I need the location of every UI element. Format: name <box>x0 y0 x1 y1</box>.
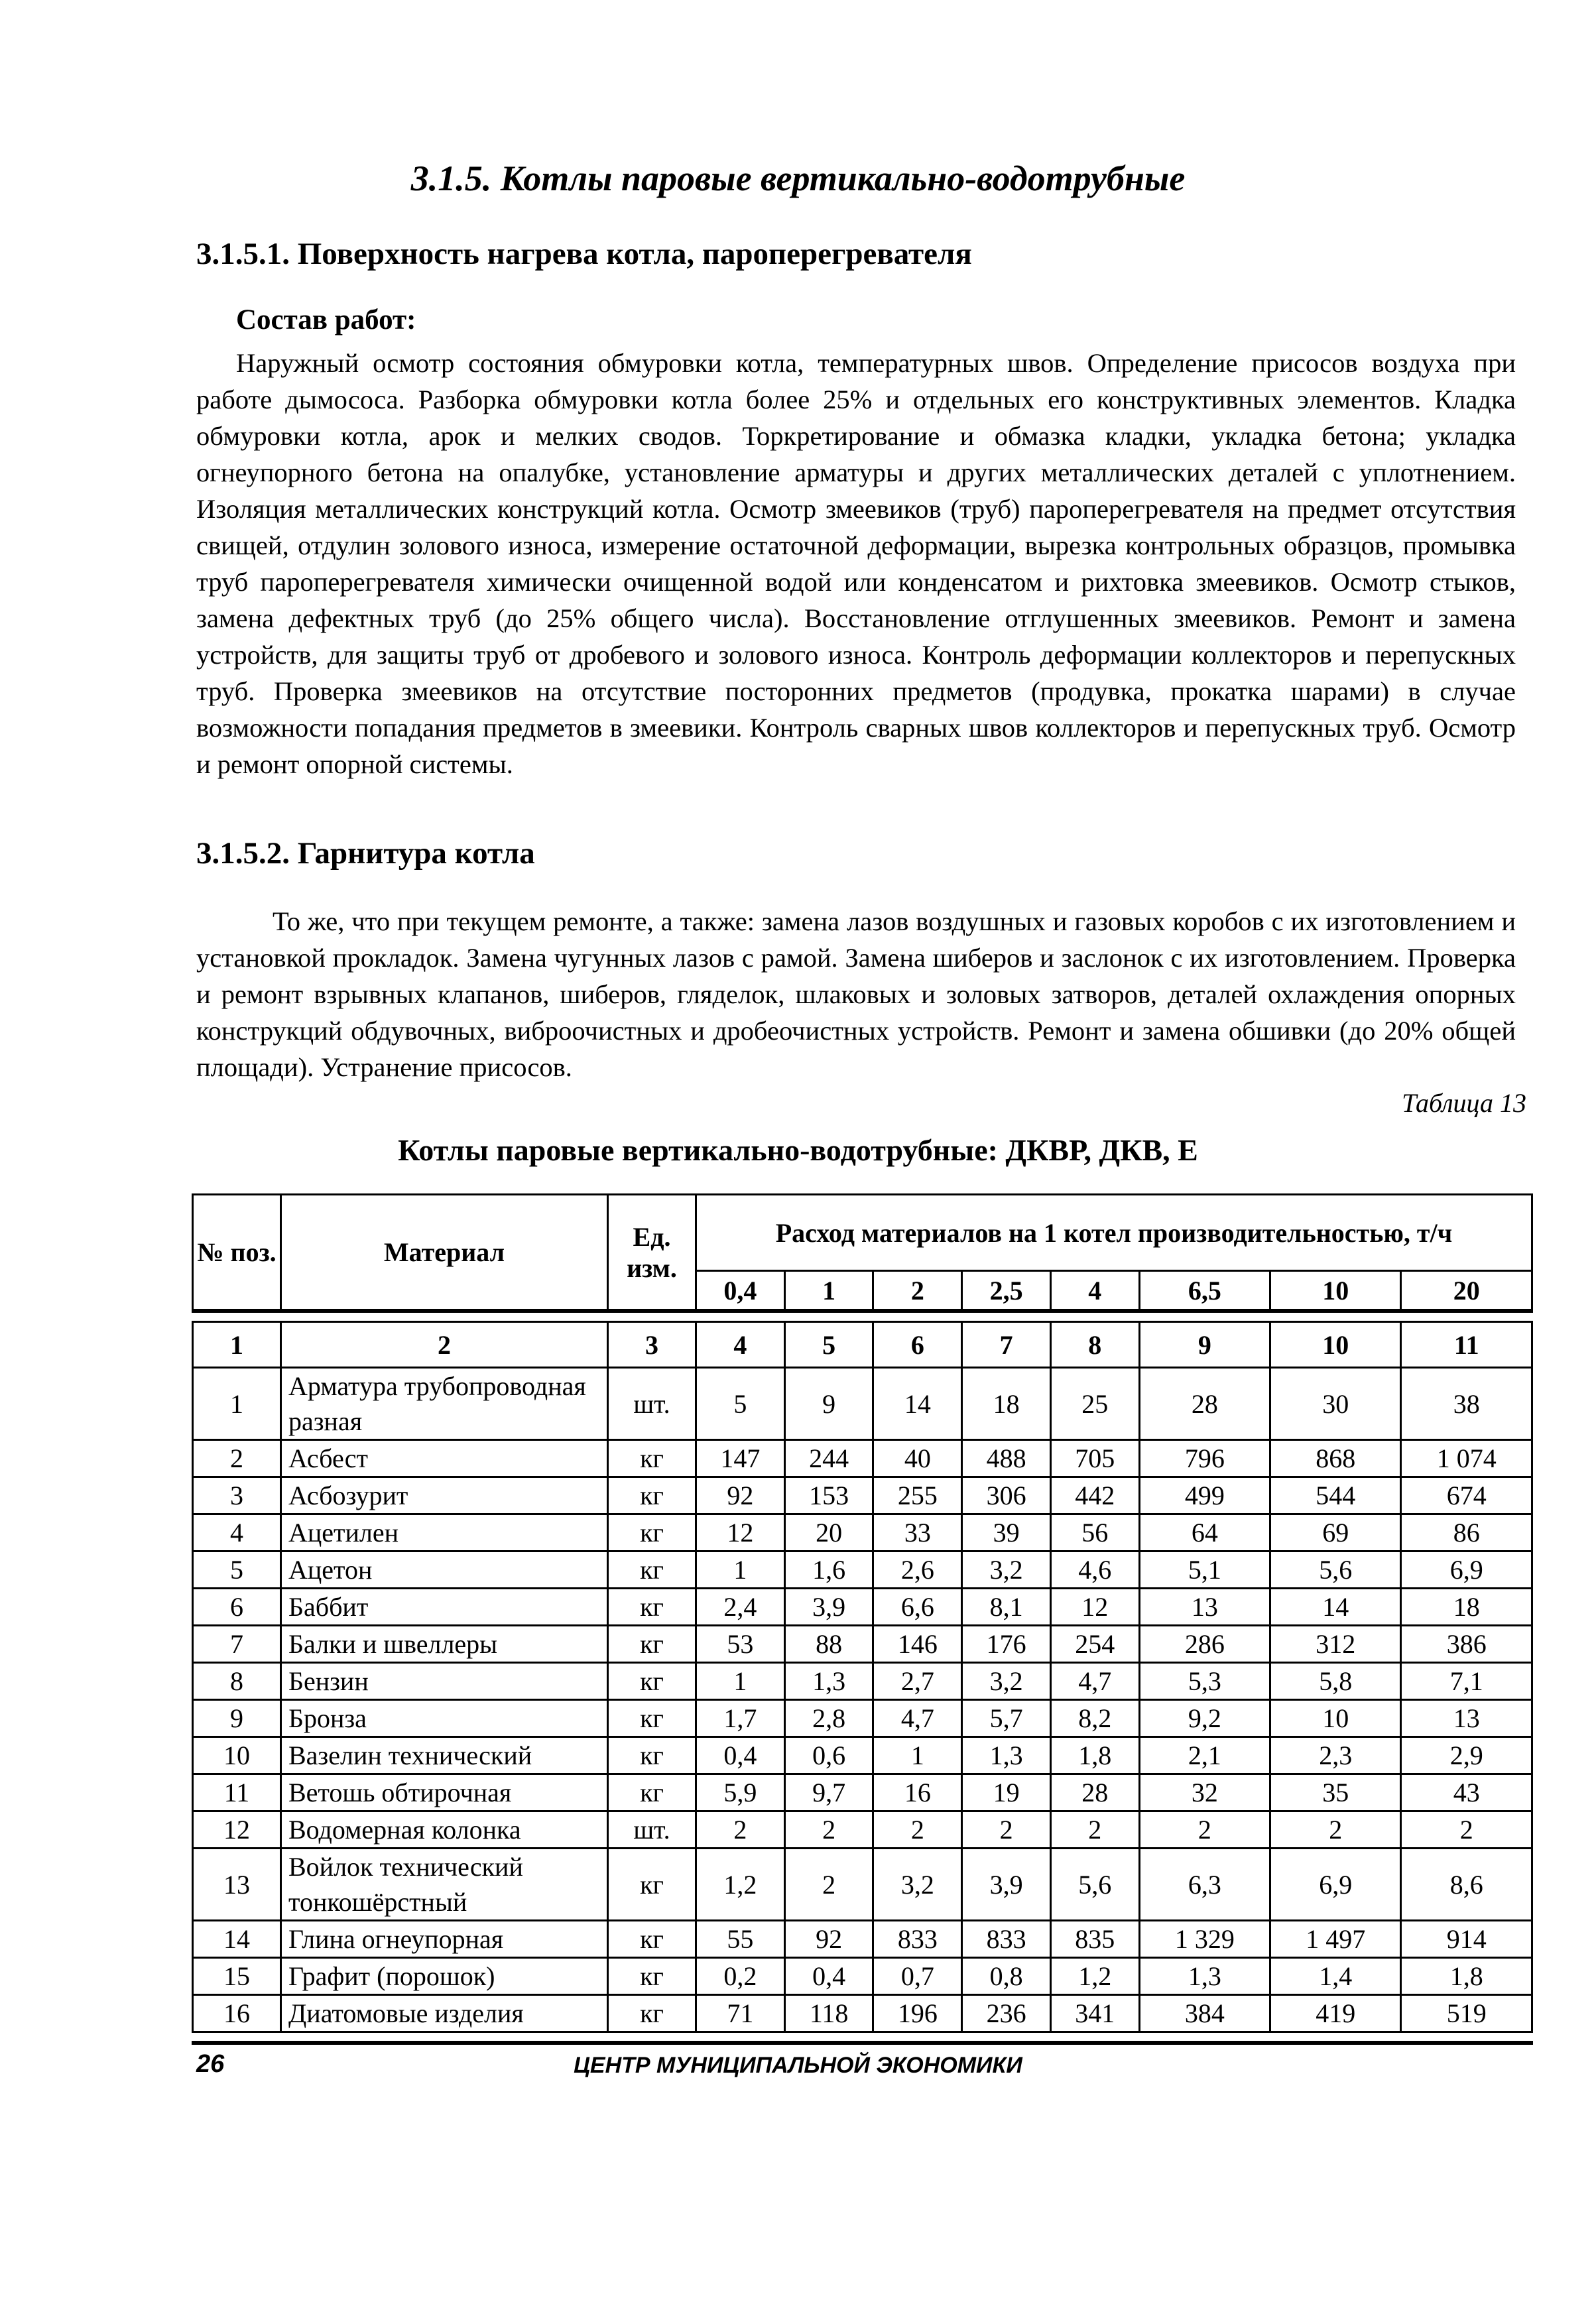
column-number: 10 <box>1270 1322 1401 1368</box>
cell-pos: 14 <box>193 1921 281 1958</box>
cell-value: 2,3 <box>1270 1737 1401 1774</box>
cell-value: 10 <box>1270 1700 1401 1737</box>
cell-value: 118 <box>784 1995 873 2032</box>
cell-value: 6,9 <box>1401 1551 1532 1589</box>
cell-value: 8,6 <box>1401 1849 1532 1921</box>
cell-value: 1 329 <box>1139 1921 1270 1958</box>
table-row <box>193 1626 1532 1663</box>
cell-material: Водомерная колонка <box>281 1811 608 1849</box>
cell-pos: 1 <box>193 1368 281 1440</box>
cell-value: 153 <box>784 1477 873 1514</box>
cell-unit: кг <box>608 1440 696 1477</box>
cell-value: 38 <box>1401 1368 1532 1440</box>
header-unit: Ед. изм. <box>608 1195 696 1311</box>
cell-value: 35 <box>1270 1774 1401 1811</box>
cell-value: 2 <box>1270 1811 1401 1849</box>
cell-value: 2,1 <box>1139 1737 1270 1774</box>
cell-value: 1 497 <box>1270 1921 1401 1958</box>
cell-value: 2 <box>696 1811 785 1849</box>
column-number: 8 <box>1050 1322 1139 1368</box>
cell-unit: кг <box>608 1774 696 1811</box>
cell-value: 6,9 <box>1270 1849 1401 1921</box>
cell-value: 244 <box>784 1440 873 1477</box>
cell-value: 341 <box>1050 1995 1139 2032</box>
cell-value: 9,7 <box>784 1774 873 1811</box>
cell-unit: кг <box>608 1849 696 1921</box>
cell-value: 254 <box>1050 1626 1139 1663</box>
cell-material: Ацетон <box>281 1551 608 1589</box>
cell-value: 1,3 <box>784 1663 873 1700</box>
cell-unit: кг <box>608 1626 696 1663</box>
cell-value: 1,2 <box>1050 1958 1139 1995</box>
materials-table <box>192 1193 1533 2033</box>
cell-value: 2 <box>1401 1811 1532 1849</box>
table-row <box>193 1737 1532 1774</box>
cell-value: 88 <box>784 1626 873 1663</box>
cell-value: 7,1 <box>1401 1663 1532 1700</box>
cell-value: 0,6 <box>784 1737 873 1774</box>
cell-value: 674 <box>1401 1477 1532 1514</box>
cell-value: 835 <box>1050 1921 1139 1958</box>
header-pos: № поз. <box>193 1195 281 1311</box>
cell-value: 25 <box>1050 1368 1139 1440</box>
cell-value: 868 <box>1270 1440 1401 1477</box>
cell-value: 3,9 <box>962 1849 1051 1921</box>
cell-pos: 5 <box>193 1551 281 1589</box>
page-number: 26 <box>196 2050 225 2078</box>
cell-value: 0,8 <box>962 1958 1051 1995</box>
column-number: 5 <box>784 1322 873 1368</box>
cell-value: 2 <box>784 1811 873 1849</box>
cell-value: 92 <box>696 1477 785 1514</box>
cell-unit: кг <box>608 1514 696 1551</box>
table-row <box>193 1440 1532 1477</box>
header-capacity: 6,5 <box>1139 1271 1270 1311</box>
cell-value: 18 <box>1401 1589 1532 1626</box>
cell-value: 39 <box>962 1514 1051 1551</box>
cell-value: 544 <box>1270 1477 1401 1514</box>
cell-value: 55 <box>696 1921 785 1958</box>
cell-value: 146 <box>873 1626 962 1663</box>
cell-value: 1,3 <box>1139 1958 1270 1995</box>
cell-value: 488 <box>962 1440 1051 1477</box>
table-row <box>193 1477 1532 1514</box>
header-capacity: 2 <box>873 1271 962 1311</box>
works-label: Состав работ: <box>236 304 416 335</box>
cell-unit: кг <box>608 1700 696 1737</box>
cell-value: 0,2 <box>696 1958 785 1995</box>
header-capacity: 10 <box>1270 1271 1401 1311</box>
table-row <box>193 1514 1532 1551</box>
cell-value: 386 <box>1401 1626 1532 1663</box>
cell-value: 2 <box>962 1811 1051 1849</box>
table-row <box>193 1551 1532 1589</box>
column-number: 7 <box>962 1322 1051 1368</box>
cell-value: 147 <box>696 1440 785 1477</box>
publisher-name: ЦЕНТР МУНИЦИПАЛЬНОЙ ЭКОНОМИКИ <box>574 2053 1022 2078</box>
cell-material: Вазелин технический <box>281 1737 608 1774</box>
cell-material: Баббит <box>281 1589 608 1626</box>
cell-value: 1,8 <box>1401 1958 1532 1995</box>
cell-value: 5,8 <box>1270 1663 1401 1700</box>
header-capacity: 1 <box>784 1271 873 1311</box>
cell-material: Графит (порошок) <box>281 1958 608 1995</box>
cell-value: 2,8 <box>784 1700 873 1737</box>
cell-value: 2,7 <box>873 1663 962 1700</box>
cell-pos: 15 <box>193 1958 281 1995</box>
cell-value: 6,3 <box>1139 1849 1270 1921</box>
cell-pos: 8 <box>193 1663 281 1700</box>
cell-value: 3,9 <box>784 1589 873 1626</box>
cell-unit: кг <box>608 1995 696 2032</box>
cell-pos: 9 <box>193 1700 281 1737</box>
cell-value: 419 <box>1270 1995 1401 2032</box>
cell-value: 12 <box>1050 1589 1139 1626</box>
table-caption: Котлы паровые вертикально-водотрубные: ДКВР, ДКВ, Е <box>398 1133 1198 1167</box>
cell-value: 3,2 <box>873 1849 962 1921</box>
cell-unit: кг <box>608 1663 696 1700</box>
cell-value: 30 <box>1270 1368 1401 1440</box>
cell-value: 236 <box>962 1995 1051 2032</box>
cell-value: 2,6 <box>873 1551 962 1589</box>
cell-value: 43 <box>1401 1774 1532 1811</box>
cell-value: 28 <box>1050 1774 1139 1811</box>
cell-material: Диатомовые изделия <box>281 1995 608 2032</box>
header-capacity: 20 <box>1401 1271 1532 1311</box>
cell-pos: 7 <box>193 1626 281 1663</box>
header-consumption: Расход материалов на 1 котел производительностью, т/ч <box>696 1195 1532 1271</box>
cell-pos: 11 <box>193 1774 281 1811</box>
subsection-title-fittings: 3.1.5.2. Гарнитура котла <box>196 836 535 871</box>
cell-unit: кг <box>608 1958 696 1995</box>
column-number: 6 <box>873 1322 962 1368</box>
cell-value: 14 <box>1270 1589 1401 1626</box>
table-row <box>193 1774 1532 1811</box>
header-capacity: 4 <box>1050 1271 1139 1311</box>
cell-value: 796 <box>1139 1440 1270 1477</box>
table-row <box>193 1921 1532 1958</box>
cell-value: 69 <box>1270 1514 1401 1551</box>
cell-value: 64 <box>1139 1514 1270 1551</box>
cell-material: Войлок технический тонкошёрстный <box>281 1849 608 1921</box>
cell-value: 8,1 <box>962 1589 1051 1626</box>
cell-value: 0,4 <box>784 1958 873 1995</box>
cell-value: 2 <box>1050 1811 1139 1849</box>
table-row <box>193 1368 1532 1440</box>
cell-value: 18 <box>962 1368 1051 1440</box>
cell-pos: 13 <box>193 1849 281 1921</box>
cell-value: 1,4 <box>1270 1958 1401 1995</box>
cell-value: 384 <box>1139 1995 1270 2032</box>
cell-value: 255 <box>873 1477 962 1514</box>
cell-value: 16 <box>873 1774 962 1811</box>
cell-value: 92 <box>784 1921 873 1958</box>
table-row <box>193 1811 1532 1849</box>
cell-value: 1,2 <box>696 1849 785 1921</box>
cell-unit: кг <box>608 1737 696 1774</box>
cell-unit: шт. <box>608 1368 696 1440</box>
cell-value: 8,2 <box>1050 1700 1139 1737</box>
subsection-title-surface: 3.1.5.1. Поверхность нагрева котла, пароперегревателя <box>196 237 972 271</box>
cell-value: 312 <box>1270 1626 1401 1663</box>
cell-material: Асбест <box>281 1440 608 1477</box>
cell-value: 14 <box>873 1368 962 1440</box>
cell-value: 5,6 <box>1050 1849 1139 1921</box>
cell-value: 9 <box>784 1368 873 1440</box>
cell-value: 1,7 <box>696 1700 785 1737</box>
cell-value: 56 <box>1050 1514 1139 1551</box>
header-material: Материал <box>281 1195 608 1311</box>
cell-pos: 12 <box>193 1811 281 1849</box>
column-number: 11 <box>1401 1322 1532 1368</box>
cell-value: 914 <box>1401 1921 1532 1958</box>
cell-value: 2,9 <box>1401 1737 1532 1774</box>
cell-value: 519 <box>1401 1995 1532 2032</box>
cell-value: 2 <box>873 1811 962 1849</box>
cell-unit: шт. <box>608 1811 696 1849</box>
cell-value: 833 <box>962 1921 1051 1958</box>
cell-value: 13 <box>1139 1589 1270 1626</box>
footer-divider <box>192 2041 1533 2045</box>
cell-value: 1,3 <box>962 1737 1051 1774</box>
cell-value: 5 <box>696 1368 785 1440</box>
cell-value: 33 <box>873 1514 962 1551</box>
cell-material: Ветошь обтирочная <box>281 1774 608 1811</box>
cell-value: 442 <box>1050 1477 1139 1514</box>
table-row <box>193 1589 1532 1626</box>
header-capacity: 2,5 <box>962 1271 1051 1311</box>
cell-value: 306 <box>962 1477 1051 1514</box>
cell-pos: 6 <box>193 1589 281 1626</box>
cell-value: 5,7 <box>962 1700 1051 1737</box>
cell-value: 5,9 <box>696 1774 785 1811</box>
cell-pos: 3 <box>193 1477 281 1514</box>
column-number: 2 <box>281 1322 608 1368</box>
column-number: 9 <box>1139 1322 1270 1368</box>
cell-value: 5,6 <box>1270 1551 1401 1589</box>
section-title: 3.1.5. Котлы паровые вертикально-водотрубные <box>410 158 1186 198</box>
cell-value: 0,7 <box>873 1958 962 1995</box>
cell-value: 2 <box>784 1849 873 1921</box>
cell-value: 1,6 <box>784 1551 873 1589</box>
cell-material: Ацетилен <box>281 1514 608 1551</box>
cell-value: 32 <box>1139 1774 1270 1811</box>
cell-material: Арматура трубопроводная разная <box>281 1368 608 1440</box>
cell-value: 1 <box>696 1551 785 1589</box>
cell-value: 5,3 <box>1139 1663 1270 1700</box>
cell-value: 0,4 <box>696 1737 785 1774</box>
cell-material: Бензин <box>281 1663 608 1700</box>
cell-pos: 2 <box>193 1440 281 1477</box>
cell-material: Асбозурит <box>281 1477 608 1514</box>
cell-value: 19 <box>962 1774 1051 1811</box>
table-row <box>193 1663 1532 1700</box>
cell-pos: 16 <box>193 1995 281 2032</box>
cell-value: 705 <box>1050 1440 1139 1477</box>
column-number: 1 <box>193 1322 281 1368</box>
cell-value: 1 074 <box>1401 1440 1532 1477</box>
column-number: 3 <box>608 1322 696 1368</box>
cell-unit: кг <box>608 1551 696 1589</box>
cell-value: 4,7 <box>1050 1663 1139 1700</box>
cell-value: 176 <box>962 1626 1051 1663</box>
cell-unit: кг <box>608 1477 696 1514</box>
table-number: Таблица 13 <box>1402 1088 1526 1118</box>
cell-pos: 4 <box>193 1514 281 1551</box>
table-row <box>193 1958 1532 1995</box>
fittings-paragraph: То же, что при текущем ремонте, а также: замена лазов воздушных и газовых коробов с их изготовлением и установкой прокладок. Замена чугунных лазов с рамой. Замена шиберов и заслонок с их изготовлением. Проверка и ремонт взрывных клапанов, шиберов, гляделок, шлаковых и золовых затворов, деталей охлаждения опорных конструкций обдувочных, виброочистных и дробеочистных устройств. Ремонт и замена обшивки (до 20% общей площади). Устранение присосов. <box>196 906 1516 1082</box>
cell-value: 1 <box>873 1737 962 1774</box>
works-paragraph: Наружный осмотр состояния обмуровки котла, температурных швов. Определение присосов воздуха при работе дымососа. Разборка обмуровки котла более 25% и отдельных его конструктивных элементов. Кладка обмуровки котла, арок и мелких сводов. Торкретирование и обмазка кладки, укладка бетона; укладка огнеупорного бетона на опалубке, установление арматуры и других металлических деталей с уплотнением. Изоляция металлических конструкций котла. Осмотр змеевиков (труб) пароперегревателя на предмет отсутствия свищей, отдулин золового износа, измерение остаточной деформации, вырезка контрольных образцов, промывка труб пароперегревателя химически очищенной водой или конденсатом и рихтовка змеевиков. Осмотр стыков, замена дефектных труб (до 25% общего числа). Восстановление отглушенных змеевиков. Ремонт и замена устройств, для защиты труб от дробевого и золового износа. Контроль деформации коллекторов и перепускных труб. Проверка змеевиков на отсутствие посторонних предметов (продувка, прокатка шарами) в случае возможности попадания предметов в змеевики. Контроль сварных швов коллекторов и перепускных труб. Осмотр и ремонт опорной системы. <box>196 348 1516 779</box>
cell-value: 4,6 <box>1050 1551 1139 1589</box>
table-row <box>193 1995 1532 2032</box>
cell-value: 1,8 <box>1050 1737 1139 1774</box>
cell-value: 71 <box>696 1995 785 2032</box>
cell-value: 286 <box>1139 1626 1270 1663</box>
cell-unit: кг <box>608 1921 696 1958</box>
cell-value: 1 <box>696 1663 785 1700</box>
cell-value: 5,1 <box>1139 1551 1270 1589</box>
cell-value: 13 <box>1401 1700 1532 1737</box>
column-number: 4 <box>696 1322 785 1368</box>
header-capacity: 0,4 <box>696 1271 785 1311</box>
table-row <box>193 1849 1532 1921</box>
cell-value: 28 <box>1139 1368 1270 1440</box>
cell-value: 9,2 <box>1139 1700 1270 1737</box>
cell-value: 2 <box>1139 1811 1270 1849</box>
cell-unit: кг <box>608 1589 696 1626</box>
cell-value: 2,4 <box>696 1589 785 1626</box>
cell-material: Бронза <box>281 1700 608 1737</box>
cell-material: Глина огнеупорная <box>281 1921 608 1958</box>
cell-value: 12 <box>696 1514 785 1551</box>
cell-pos: 10 <box>193 1737 281 1774</box>
cell-value: 20 <box>784 1514 873 1551</box>
cell-value: 6,6 <box>873 1589 962 1626</box>
cell-value: 3,2 <box>962 1663 1051 1700</box>
cell-value: 53 <box>696 1626 785 1663</box>
cell-value: 196 <box>873 1995 962 2032</box>
cell-value: 3,2 <box>962 1551 1051 1589</box>
cell-material: Балки и швеллеры <box>281 1626 608 1663</box>
cell-value: 4,7 <box>873 1700 962 1737</box>
table-row <box>193 1700 1532 1737</box>
cell-value: 86 <box>1401 1514 1532 1551</box>
cell-value: 833 <box>873 1921 962 1958</box>
cell-value: 499 <box>1139 1477 1270 1514</box>
cell-value: 40 <box>873 1440 962 1477</box>
